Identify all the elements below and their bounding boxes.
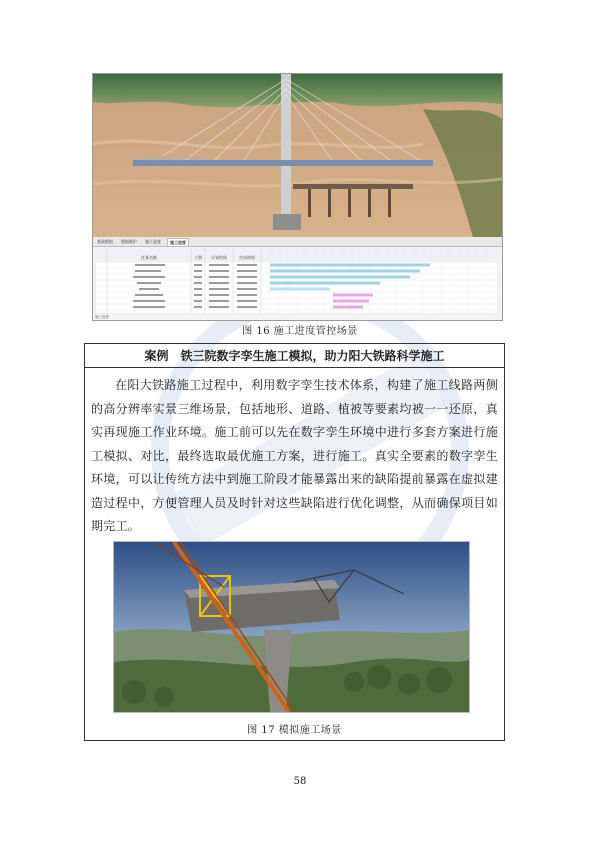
gantt-tab-2[interactable]: 数据维护 xyxy=(121,239,137,244)
bridge-3d-scene xyxy=(93,74,502,237)
case-title-row xyxy=(85,344,504,368)
figure-16-image xyxy=(92,73,503,321)
construction-simulation-scene xyxy=(114,542,469,712)
gantt-header-duration: 工期 xyxy=(194,255,202,260)
case-tag: 案例 xyxy=(144,349,169,363)
figure-17-caption: 图 17 模拟施工场景 xyxy=(247,725,342,736)
page-number: 58 xyxy=(293,776,307,787)
figure-16-caption: 图 16 施工进度管控场景 xyxy=(242,326,358,337)
case-box xyxy=(84,343,505,741)
gantt-header-plan: 计划时间 xyxy=(211,255,227,260)
gantt-header-finish: 完成时间 xyxy=(239,255,255,260)
case-body-text: 在阳大铁路施工过程中，利用数字孪生技术体系，构建了施工线路两侧的高分辨率实景三维场景，包括地形、道路、植被等要素均被一一还原，真实再现施工作业环境。施工前可以先在数字孪生环境中进行多套方案进行施工模拟、对比，最终选取最优施工方案，进行施工。真实全要素的数字孪生环境，可以让传统方法中到施工阶段才能暴露出来的缺陷提前暴露在虚拟建造过程中，方便管理人员及时针对这些缺陷进行优化调整，从而确保项目如期完工。 xyxy=(91,378,498,533)
gantt-panel xyxy=(93,237,502,320)
gantt-tab-3[interactable]: 施工进度 xyxy=(145,239,161,244)
gantt-table xyxy=(95,248,498,314)
gantt-tab-4-active[interactable]: 施工进度 xyxy=(167,238,189,246)
gantt-footer: 施工进度 xyxy=(95,315,109,319)
gantt-tab-1[interactable]: 基础数据 xyxy=(97,239,113,244)
case-title: 铁三院数字孪生施工模拟，助力阳大铁路科学施工 xyxy=(180,349,445,363)
gantt-header-task: 任务名称 xyxy=(141,255,157,260)
figure-17-image xyxy=(113,541,470,713)
gantt-tab-bar xyxy=(93,237,502,247)
